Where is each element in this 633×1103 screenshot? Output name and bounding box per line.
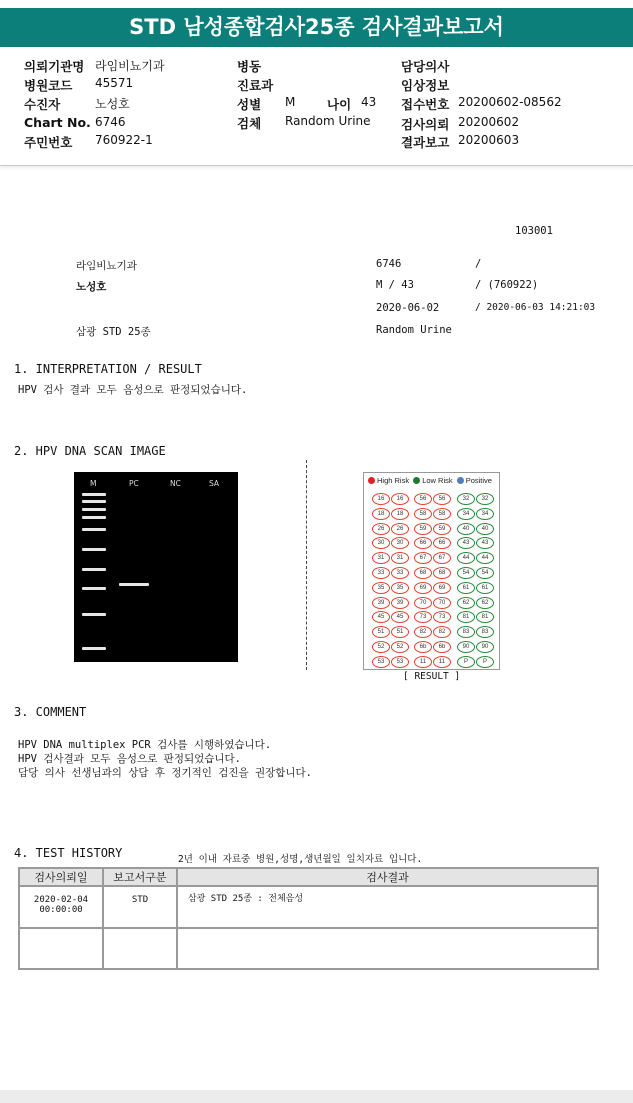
chip-spot: 43	[457, 537, 475, 549]
chip-spot: 69	[433, 582, 451, 594]
patient-value: 노성호	[95, 97, 130, 111]
chip-spot: 45	[372, 611, 390, 623]
chip-spot: 35	[391, 582, 409, 594]
marker-band	[82, 548, 106, 551]
col-header-report-type: 보고서구분	[103, 868, 177, 886]
section-history-title: 4. TEST HISTORY	[14, 846, 123, 860]
chip-spot: 73	[414, 611, 432, 623]
history-date-cell	[19, 886, 103, 928]
result-report-value: 20200603	[458, 133, 520, 147]
chip-spot: 40	[457, 523, 475, 535]
clinical-label: 임상정보	[401, 78, 450, 93]
chart-value: 6746	[95, 115, 126, 129]
info-collect-date: 2020-06-02	[376, 302, 440, 314]
report-title: STD 남성종합검사25종 검사결과보고서	[0, 8, 633, 47]
chip-spot: 6b	[414, 641, 432, 653]
specimen-value: Random Urine	[285, 114, 371, 128]
chip-spot: 67	[433, 552, 451, 564]
chart-label: Chart No.	[24, 115, 91, 130]
chip-spot: 11	[414, 656, 432, 668]
info-name: 노성호	[76, 281, 107, 293]
specimen-label: 검체	[237, 116, 262, 131]
chip-spot: 30	[391, 537, 409, 549]
chip-spot: 26	[391, 523, 409, 535]
institution-value: 라임비뇨기과	[95, 59, 165, 73]
divider-dashed	[306, 460, 307, 670]
history-result: 삼광 STD 25종 : 전체음성	[177, 886, 598, 928]
history-note: 2년 이내 자료중 병원,성명,생년월일 일치자료 입니다.	[178, 854, 423, 865]
chip-spot: 59	[433, 523, 451, 535]
lane-label: NC	[170, 479, 181, 488]
info-specimen: Random Urine	[376, 324, 452, 336]
institution-label: 의뢰기관명	[24, 59, 85, 74]
chip-spot: 33	[391, 567, 409, 579]
request-value: 20200602	[458, 115, 520, 129]
chip-spot: P	[457, 656, 475, 668]
info-sex-age: M / 43	[376, 279, 414, 291]
age-value: 43	[361, 95, 377, 109]
section-scan-title: 2. HPV DNA SCAN IMAGE	[14, 444, 166, 458]
chip-spot: 56	[414, 493, 432, 505]
chip-spot: 83	[457, 626, 475, 638]
comment-line: HPV 검사결과 모두 음성으로 판정되었습니다.	[18, 753, 242, 765]
info-report-date: / 2020-06-03 14:21:03	[475, 302, 596, 313]
info-chart: 6746	[376, 258, 402, 270]
comment-line: 담당 의사 선생님과의 상담 후 정기적인 검진을 권장합니다.	[18, 767, 313, 779]
chip-spot: 82	[414, 626, 432, 638]
history-date: 2020-02-04	[33, 895, 89, 905]
chip-spot: 31	[372, 552, 390, 564]
col-header-request-date: 검사의뢰일	[19, 868, 103, 886]
info-clinic: 라임비뇨기과	[76, 260, 137, 272]
marker-band	[82, 528, 106, 531]
page-footer-bar	[0, 1090, 633, 1103]
chip-spot: 26	[372, 523, 390, 535]
chip-spot: 11	[433, 656, 451, 668]
chip-spot: 35	[372, 582, 390, 594]
sex-label: 성별	[237, 97, 262, 112]
history-type: STD	[103, 886, 177, 928]
dept-label: 진료과	[237, 78, 274, 93]
section-comment-title: 3. COMMENT	[14, 705, 87, 719]
chip-spot: 34	[476, 508, 494, 520]
positive-dot-icon	[457, 477, 464, 484]
chip-spot: 58	[414, 508, 432, 520]
history-time: 00:00:00	[39, 905, 83, 915]
receipt-value: 20200602-08562	[458, 95, 562, 109]
info-birth: / (760922)	[475, 279, 539, 291]
chip-spot: 39	[391, 597, 409, 609]
doctor-label: 담당의사	[401, 59, 450, 74]
gel-electrophoresis-image	[74, 472, 238, 662]
legend-positive: Positive	[465, 476, 492, 485]
lane-label: M	[90, 479, 97, 488]
marker-band	[82, 647, 106, 650]
report-code: 103001	[515, 225, 553, 237]
chip-spot: 6b	[433, 641, 451, 653]
chip-spot: 58	[433, 508, 451, 520]
info-slash: /	[475, 258, 482, 270]
comment-line: HPV DNA multiplex PCR 검사를 시행하였습니다.	[18, 739, 272, 751]
chip-spot: 18	[391, 508, 409, 520]
chip-spot: 34	[457, 508, 475, 520]
chip-spot: 61	[476, 582, 494, 594]
legend-low-risk: Low Risk	[422, 476, 453, 485]
interpretation-text: HPV 검사 결과 모두 음성으로 판정되었습니다.	[18, 384, 248, 396]
ward-label: 병동	[237, 59, 262, 74]
chip-spot: 31	[391, 552, 409, 564]
sex-value: M	[285, 95, 296, 109]
low-risk-dot-icon	[413, 477, 420, 484]
history-header-row	[19, 868, 598, 886]
history-result	[177, 928, 598, 969]
marker-band	[82, 568, 106, 571]
chip-spot: 16	[372, 493, 390, 505]
chip-spot: 52	[372, 641, 390, 653]
chip-spot: 68	[414, 567, 432, 579]
chip-spot: 40	[476, 523, 494, 535]
chip-spot: 66	[414, 537, 432, 549]
marker-band	[82, 516, 106, 519]
chip-spot: 45	[391, 611, 409, 623]
lane-label: SA	[209, 479, 220, 488]
chip-spot: 51	[391, 626, 409, 638]
chip-spot: 16	[391, 493, 409, 505]
chip-spot: P	[476, 656, 494, 668]
chip-spot: 61	[457, 582, 475, 594]
result-report-label: 결과보고	[401, 135, 450, 150]
hospital-code-value: 45571	[95, 76, 134, 90]
chip-spot: 81	[457, 611, 475, 623]
chip-spot: 81	[476, 611, 494, 623]
chip-spot: 82	[433, 626, 451, 638]
chip-spot: 43	[476, 537, 494, 549]
chip-spot: 18	[372, 508, 390, 520]
chip-spot: 54	[476, 567, 494, 579]
chip-spot: 59	[414, 523, 432, 535]
chip-spot: 52	[391, 641, 409, 653]
ssn-value: 760922-1	[95, 133, 153, 147]
chip-spot: 44	[476, 552, 494, 564]
chip-spot: 53	[391, 656, 409, 668]
chip-spot: 33	[372, 567, 390, 579]
chip-spot: 62	[476, 597, 494, 609]
lane-label: PC	[129, 479, 139, 488]
chip-spot: 68	[433, 567, 451, 579]
history-type	[103, 928, 177, 969]
chip-spot: 32	[457, 493, 475, 505]
request-label: 검사의뢰	[401, 117, 450, 132]
chip-spot: 39	[372, 597, 390, 609]
chip-spot: 70	[433, 597, 451, 609]
chip-spot: 66	[433, 537, 451, 549]
chip-spot: 56	[433, 493, 451, 505]
history-date-cell	[19, 928, 103, 969]
chip-spot: 54	[457, 567, 475, 579]
marker-band	[82, 508, 106, 511]
hpv-chip-image	[363, 472, 500, 670]
chip-spot: 32	[476, 493, 494, 505]
chip-spot: 44	[457, 552, 475, 564]
chip-spot: 69	[414, 582, 432, 594]
pc-band	[119, 583, 149, 586]
hospital-code-label: 병원코드	[24, 78, 73, 93]
table-row	[19, 886, 598, 928]
section-interpretation-title: 1. INTERPRETATION / RESULT	[14, 362, 202, 376]
table-row	[19, 928, 598, 969]
marker-band	[82, 587, 106, 590]
chip-spot: 30	[372, 537, 390, 549]
patient-label: 수진자	[24, 97, 61, 112]
chip-spot: 51	[372, 626, 390, 638]
chip-caption: [ RESULT ]	[403, 671, 461, 682]
receipt-label: 접수번호	[401, 97, 450, 112]
chip-spot: 73	[433, 611, 451, 623]
chip-legend	[368, 476, 492, 485]
chip-spot: 90	[476, 641, 494, 653]
col-header-result: 검사결과	[177, 868, 598, 886]
chip-spot: 70	[414, 597, 432, 609]
history-table	[18, 867, 599, 970]
chip-spot: 62	[457, 597, 475, 609]
age-label: 나이	[327, 97, 352, 112]
info-test-name: 삼광 STD 25종	[76, 326, 151, 338]
marker-band	[82, 500, 106, 503]
high-risk-dot-icon	[368, 477, 375, 484]
marker-band	[82, 613, 106, 616]
chip-spot: 67	[414, 552, 432, 564]
chip-spot: 90	[457, 641, 475, 653]
chip-spot: 53	[372, 656, 390, 668]
legend-high-risk: High Risk	[377, 476, 410, 485]
marker-band	[82, 493, 106, 496]
chip-spot: 83	[476, 626, 494, 638]
ssn-label: 주민번호	[24, 135, 73, 150]
